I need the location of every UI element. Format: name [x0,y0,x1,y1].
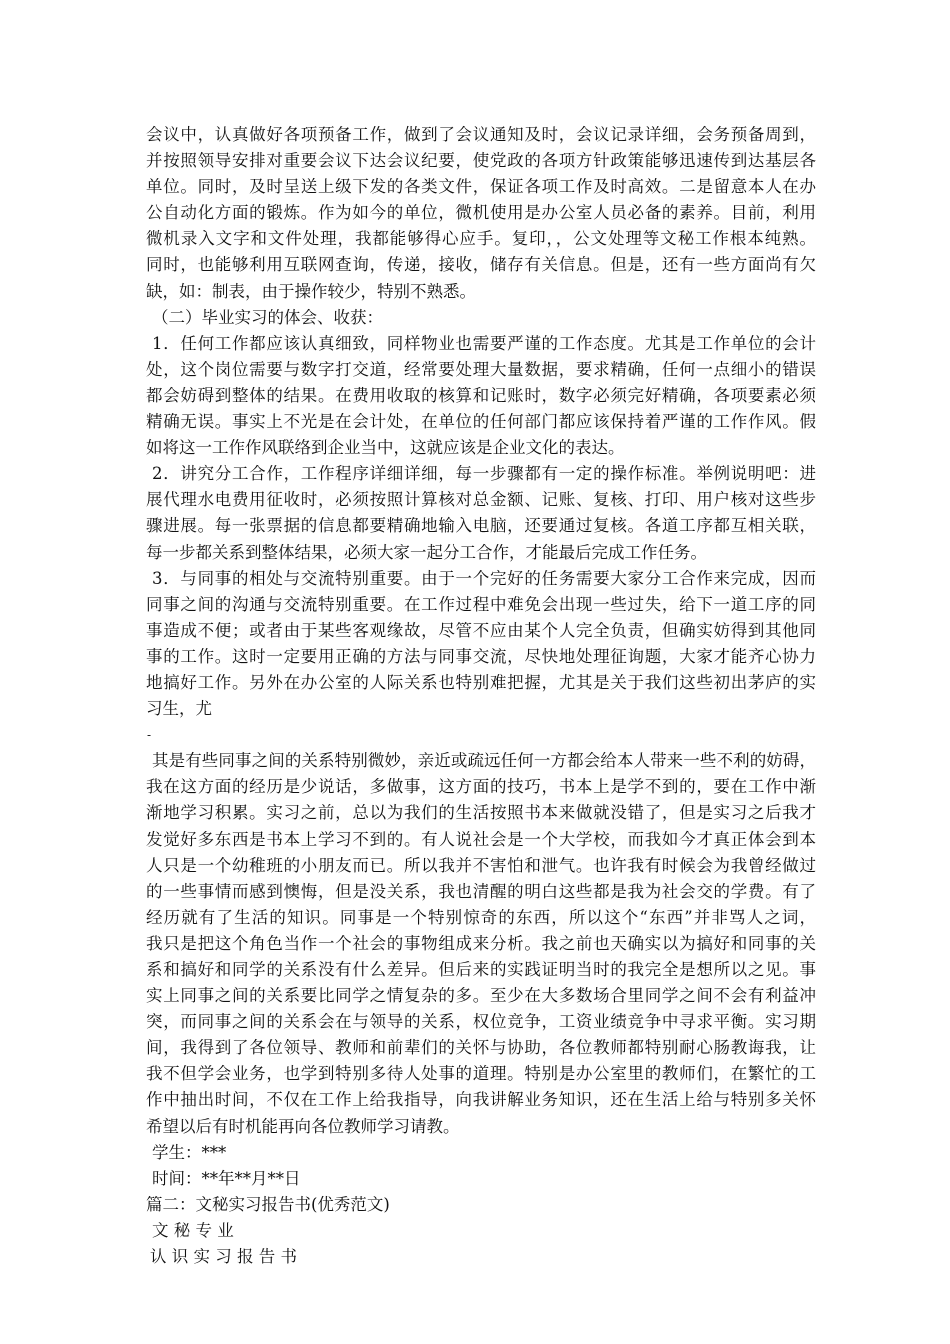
paragraph-line: 2．讲究分工合作，工作程序详细详细，每一步骤都有一定的操作标准。举例说明吧：进 [152,464,816,484]
paragraph-line: 实上同事之间的关系要比同学之情复杂的多。至少在大多数场合里同学之间不会有利益冲 [146,986,816,1006]
paragraph-line: 系和搞好和同学的关系没有什么差异。但后来的实践证明当时的我完全是想所以之见。事 [146,960,816,979]
major-title: 文 秘 专 业 [152,1220,234,1240]
paragraph-line: 都会妨碍到整体的结果。在费用收取的核算和记账时，数字必须完好精确，各项要素必须 [146,385,816,405]
paragraph-line: 突，而同事之间的关系会在与领导的关系，权位竞争，工资业绩竞争中寻求平衡。实习期 [146,1012,816,1032]
paragraph-line: 作中抽出时间，不仅在工作上给我指导，向我讲解业务知识，还在生活上给与特别多关怀 [146,1090,816,1110]
paragraph-line: 精确无误。事实上不光是在会计处，在单位的任何部门都应该保持着严谨的工作作风。假 [146,412,816,432]
paragraph-line: 间，我得到了各位领导、教师和前辈们的关怀与协助，各位教师都特别耐心肠教诲我，让 [146,1038,816,1058]
section-heading: （二）毕业实习的体会、收获： [152,307,383,327]
paragraph-line: 1．任何工作都应该认真细致，同样物业也需要严谨的工作态度。尤其是工作单位的会计 [152,333,816,353]
paragraph-line: 展代理水电费用征收时，必须按照计算核对总金额、记账、复核、打印、用户核对这些步 [146,490,816,510]
paragraph-line: 发觉好多东西是书本上学习不到的。有人说社会是一个大学校，而我如今才真正体会到本 [146,829,816,849]
date-line: 时间：**年**月**日 [152,1168,301,1188]
paragraph-line: 我在这方面的经历是少说话，多做事，这方面的技巧，书本上是学不到的，要在工作中渐 [146,777,816,797]
document-body [146,122,816,1270]
paragraph-line: 处，这个岗位需要与数字打交道，经常要处理大量数据，要求精确，任何一点细小的错误 [146,359,816,379]
chapter-title: 篇二：文秘实习报告书(优秀范文) [146,1194,390,1214]
paragraph-line: 单位。同时，及时呈送上级下发的各类文件，保证各项工作及时高效。二是留意本人在办 [146,177,816,197]
paragraph-line: 并按照领导安排对重要会议下达会议纪要，使党政的各项方针政策能够迅速传到达基层各 [146,151,816,171]
paragraph-line: 每一步都关系到整体结果，必须大家一起分工合作，才能最后完成工作任务。 [146,542,707,562]
report-title: 认 识 实 习 报 告 书 [150,1247,297,1267]
paragraph-line: 我只是把这个角色当作一个社会的事物组成来分析。我之前也天确实以为搞好和同事的关 [146,933,816,953]
paragraph-line: 缺，如：制表，由于操作较少，特别不熟悉。 [146,281,476,301]
paragraph-line: 同时，也能够利用互联网查询，传递，接收，储存有关信息。但是，还有一些方面尚有欠 [146,255,816,275]
paragraph-line: 会议中，认真做好各项预备工作，做到了会议通知及时，会议记录详细，会务预备周到， [146,125,816,144]
student-signature: 学生：*** [152,1142,227,1162]
page-break-marker: - [147,728,152,743]
paragraph-line: 公自动化方面的锻炼。作为如今的单位，微机使用是办公室人员必备的素养。目前，利用 [146,203,816,223]
paragraph-line: 渐地学习积累。实习之前，总以为我们的生活按照书本来做就没错了，但是实习之后我才 [146,803,816,823]
paragraph-line: 人只是一个幼稚班的小朋友而已。所以我并不害怕和泄气。也许我有时候会为我曾经做过 [146,855,816,875]
paragraph-line: 事造成不便；或者由于某些客观缘故，尽管不应由某个人完全负责，但确实妨得到其他同 [146,620,816,640]
paragraph-line: 同事之间的沟通与交流特别重要。在工作过程中难免会出现一些过失，给下一道工序的同 [146,594,816,614]
paragraph-line: 习生，尤 [146,699,212,719]
paragraph-line: 地搞好工作。另外在办公室的人际关系也特别难把握，尤其是关于我们这些初出茅庐的实 [146,672,816,692]
paragraph-line: 的一些事情而感到懊悔，但是没关系，我也清醒的明白这些都是我为社会交的学费。有了 [146,881,816,901]
paragraph-line: 经历就有了生活的知识。同事是一个特别惊奇的东西，所以这个“东西”并非骂人之词， [146,907,816,927]
paragraph-line: 我不但学会业务，也学到特别多待人处事的道理。特别是办公室里的教师们，在繁忙的工 [146,1064,816,1084]
paragraph-line: 希望以后有时机能再向各位教师学习请教。 [146,1116,460,1136]
paragraph-line: 骤进展。每一张票据的信息都要精确地输入电脑，还要通过复核。各道工序都互相关联， [146,516,816,536]
paragraph-line: 如将这一工作作风联络到企业当中，这就应该是企业文化的表达。 [146,438,625,458]
paragraph-line: 其是有些同事之间的关系特别微妙，亲近或疏远任何一方都会给本人带来一些不利的妨碍， [152,751,816,771]
paragraph-line: 3．与同事的相处与交流特别重要。由于一个完好的任务需要大家分工合作来完成，因而 [152,568,816,588]
paragraph-line: 事的工作。这时一定要用正确的方法与同事交流，尽快地处理征询题，大家才能齐心协力 [146,646,816,666]
paragraph-line: 微机录入文字和文件处理，我都能够得心应手。复印，，公文处理等文秘工作根本纯熟。 [146,229,816,249]
